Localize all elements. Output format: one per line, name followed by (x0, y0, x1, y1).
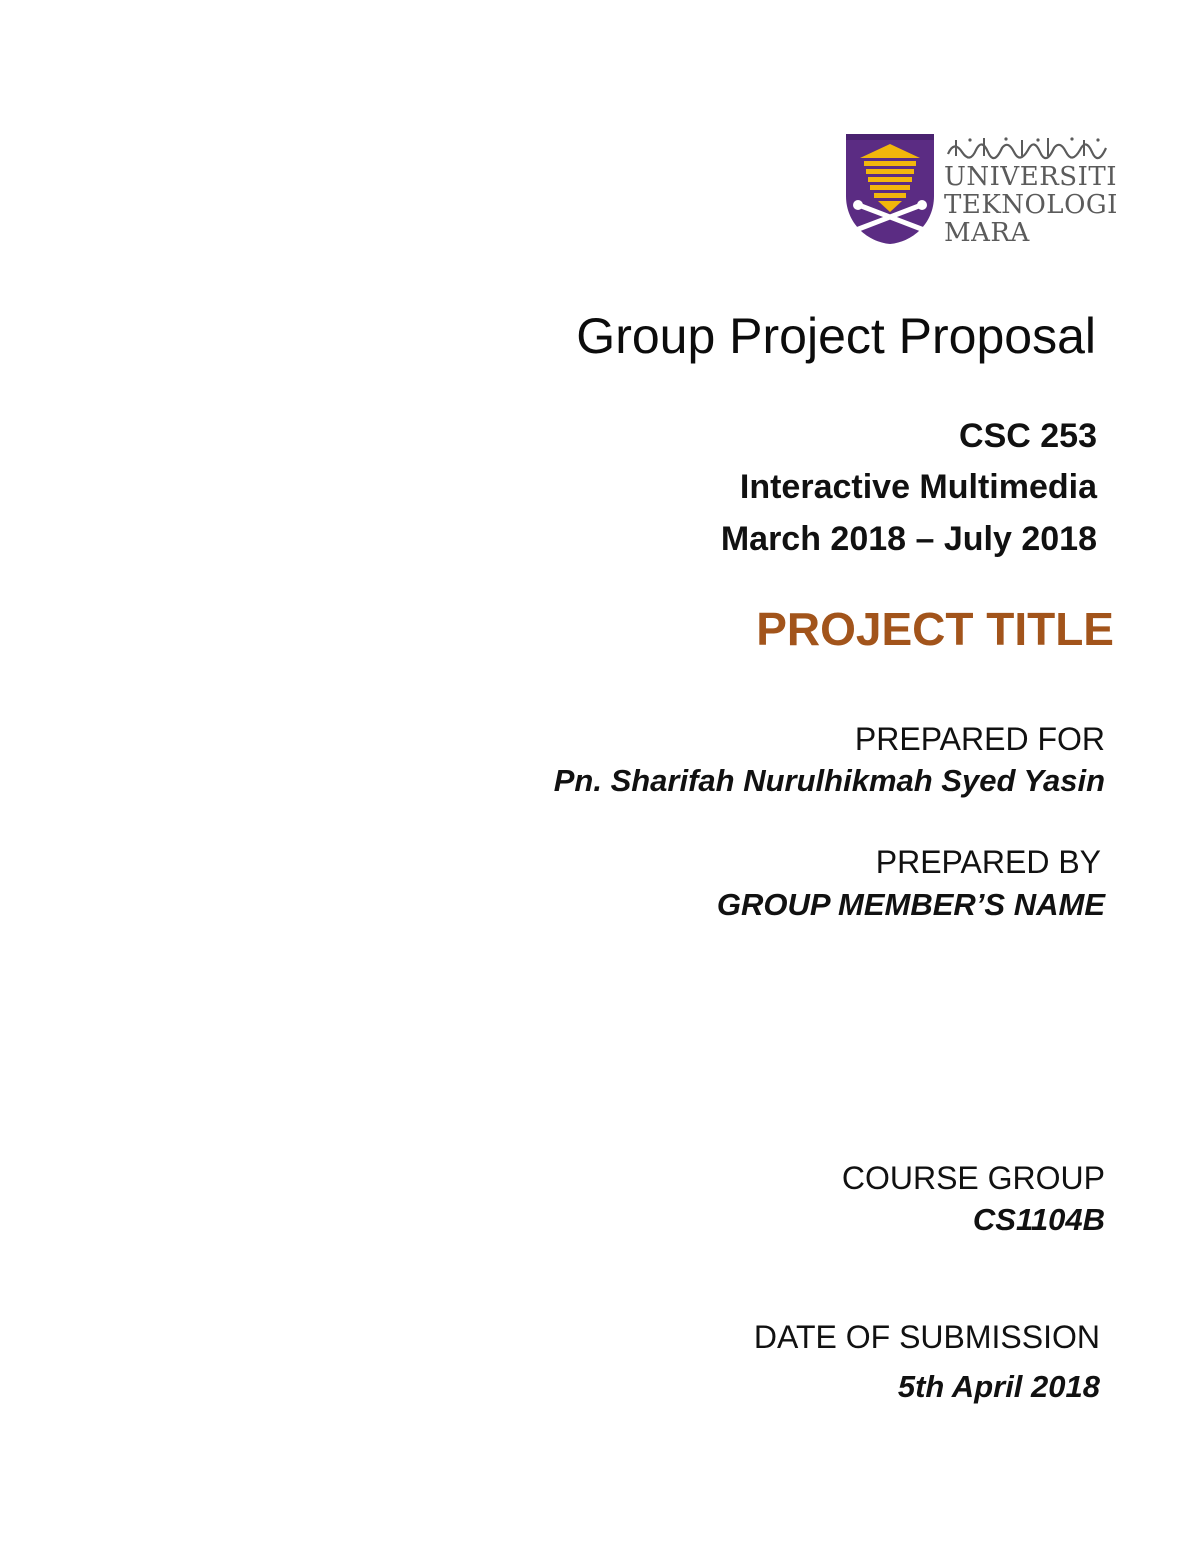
prepared-by-value: GROUP MEMBER’S NAME (716, 887, 1105, 922)
submission-date-value: 5th April 2018 (897, 1369, 1100, 1404)
course-semester: March 2018 – July 2018 (720, 520, 1097, 558)
logo-line-teknologi: TEKNOLOGI (944, 190, 1118, 220)
course-code: CSC 253 (959, 417, 1097, 455)
uitm-emblem-icon (846, 134, 934, 244)
prepared-for-value: Pn. Sharifah Nurulhikmah Syed Yasin (553, 763, 1105, 798)
logo-wordmark (944, 132, 1118, 248)
university-logo (846, 132, 1118, 248)
prepared-by-label: PREPARED BY (875, 844, 1101, 880)
submission-date-label: DATE OF SUBMISSION (753, 1319, 1100, 1355)
logo-line-mara: MARA (944, 218, 1030, 248)
jawi-script-mark (944, 134, 1108, 162)
course-name: Interactive Multimedia (739, 468, 1097, 506)
project-title: PROJECT TITLE (756, 603, 1114, 655)
course-group-label: COURSE GROUP (841, 1160, 1105, 1196)
document-title: Group Project Proposal (576, 308, 1096, 364)
prepared-for-label: PREPARED FOR (854, 721, 1105, 757)
course-group-value: CS1104B (972, 1202, 1105, 1237)
logo-line-universiti: UNIVERSITI (944, 162, 1117, 192)
